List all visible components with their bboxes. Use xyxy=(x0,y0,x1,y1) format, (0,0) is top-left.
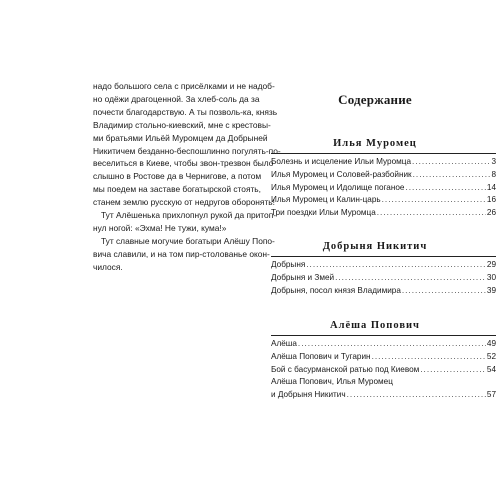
story-line: Владимир стольно-киевский, мне с крестовы- xyxy=(93,119,271,130)
toc-entry[interactable] xyxy=(271,169,496,182)
section-divider xyxy=(271,256,496,257)
leader-dots xyxy=(413,169,491,182)
leader-dots xyxy=(347,389,486,402)
section-entries-alyosha xyxy=(271,338,496,402)
toc-entry-title: Болезнь и исцеление Ильи Муромца xyxy=(271,157,412,166)
leader-dots xyxy=(420,364,486,377)
leader-dots xyxy=(372,351,486,364)
toc-entry-page: 3 xyxy=(491,157,496,166)
section-entries-dobrynya xyxy=(271,259,496,297)
toc-entry-title: Три поездки Ильи Муромца xyxy=(271,208,376,218)
toc-entry-title: Бой с басурманской ратью под Киевом xyxy=(271,364,420,374)
toc-entry[interactable] xyxy=(271,338,496,351)
toc-entry[interactable] xyxy=(271,194,496,207)
section-title-alyosha: Алёша Попович xyxy=(330,320,420,331)
story-line: ми братьями Ильёй Муромцем да Добрыней xyxy=(93,132,268,143)
toc-title: Содержание xyxy=(338,92,412,107)
leader-dots xyxy=(306,259,486,272)
toc-entry-title: Добрыня, посол князя Владимира xyxy=(271,285,401,295)
toc-entry-page: 26 xyxy=(486,208,496,218)
section-title-dobrynya: Добрыня Никитич xyxy=(322,241,428,252)
toc-entry[interactable] xyxy=(271,376,496,389)
story-line: нул ногой: «Эхма! Не тужи, кума!» xyxy=(93,222,227,233)
toc-entry[interactable] xyxy=(271,259,496,272)
toc-entry-page: 49 xyxy=(486,339,496,348)
toc-entry[interactable] xyxy=(271,351,496,364)
toc-entry[interactable] xyxy=(271,156,496,169)
toc-entry-page: 57 xyxy=(486,390,496,400)
section-entries-ilya xyxy=(271,156,496,220)
story-line: надо большого села с присёлками и не надоб- xyxy=(93,81,275,91)
toc-entry-page: 30 xyxy=(486,272,496,282)
toc-entry-title: Добрыня xyxy=(271,260,306,269)
story-line: почести благодарствую. А ты позволь-ка, князь xyxy=(93,106,278,117)
toc-entry-title: Добрыня и Змей xyxy=(271,272,335,282)
toc-entry-page: 54 xyxy=(486,364,496,374)
story-line: но одёжи драгоценной. За хлеб-соль да за xyxy=(93,93,260,104)
leader-dots xyxy=(406,182,486,195)
toc-entry[interactable] xyxy=(271,182,496,195)
toc-entry-title: и Добрыня Никитич xyxy=(271,390,346,400)
story-line: Никитичем безданно-беспошлинно погулять-по- xyxy=(93,145,281,156)
leader-dots xyxy=(335,272,486,285)
leader-dots xyxy=(298,338,486,351)
toc-page xyxy=(250,0,500,500)
toc-entry-page: 52 xyxy=(486,351,496,361)
toc-entry-page: 39 xyxy=(486,285,496,295)
story-line: чилося. xyxy=(93,261,123,272)
toc-entry-title: Алёша xyxy=(271,339,297,348)
leader-dots xyxy=(412,156,490,169)
section-divider xyxy=(271,153,496,154)
toc-entry[interactable] xyxy=(271,272,496,285)
toc-entry-title: Алёша Попович, Илья Муромец xyxy=(271,377,393,387)
toc-entry[interactable] xyxy=(271,207,496,220)
toc-entry-page: 16 xyxy=(486,195,496,205)
story-line: мы поедем на заставе богатырской стоять, xyxy=(93,184,262,195)
leader-dots xyxy=(382,194,486,207)
leader-dots xyxy=(402,285,486,298)
section-divider xyxy=(271,335,496,336)
story-line: веселиться в Киеве, чтобы звон-трезвон было xyxy=(93,158,274,169)
section-title-ilya: Илья Муромец xyxy=(333,138,417,149)
leader-dots xyxy=(377,207,486,220)
toc-entry-page: 14 xyxy=(486,182,496,192)
toc-entry[interactable] xyxy=(271,285,496,298)
story-line: станем землю русскую от недругов оборонять! xyxy=(93,197,275,208)
story-line: Тут славные могучие богатыри Алёшу Попо- xyxy=(101,235,275,246)
toc-entry-page: 29 xyxy=(486,260,496,269)
toc-entry-title: Илья Муромец и Идолище поганое xyxy=(271,182,405,192)
toc-entry-page: 8 xyxy=(491,169,496,179)
toc-entry-title: Илья Муромец и Соловей-разбойник xyxy=(271,169,412,179)
toc-entry-continuation[interactable] xyxy=(271,389,496,402)
story-line: Тут Алёшенька прихлопнул рукой да притоп- xyxy=(101,210,277,221)
toc-entry[interactable] xyxy=(271,364,496,377)
toc-entry-title: Алёша Попович и Тугарин xyxy=(271,351,371,361)
story-text xyxy=(93,80,281,274)
story-line: слышно в Ростове да в Чернигове, а потом xyxy=(93,171,262,182)
toc-entry-title: Илья Муромец и Калин-царь xyxy=(271,195,381,205)
story-line: вича славили, и на том пир-столованье окон- xyxy=(93,248,270,259)
